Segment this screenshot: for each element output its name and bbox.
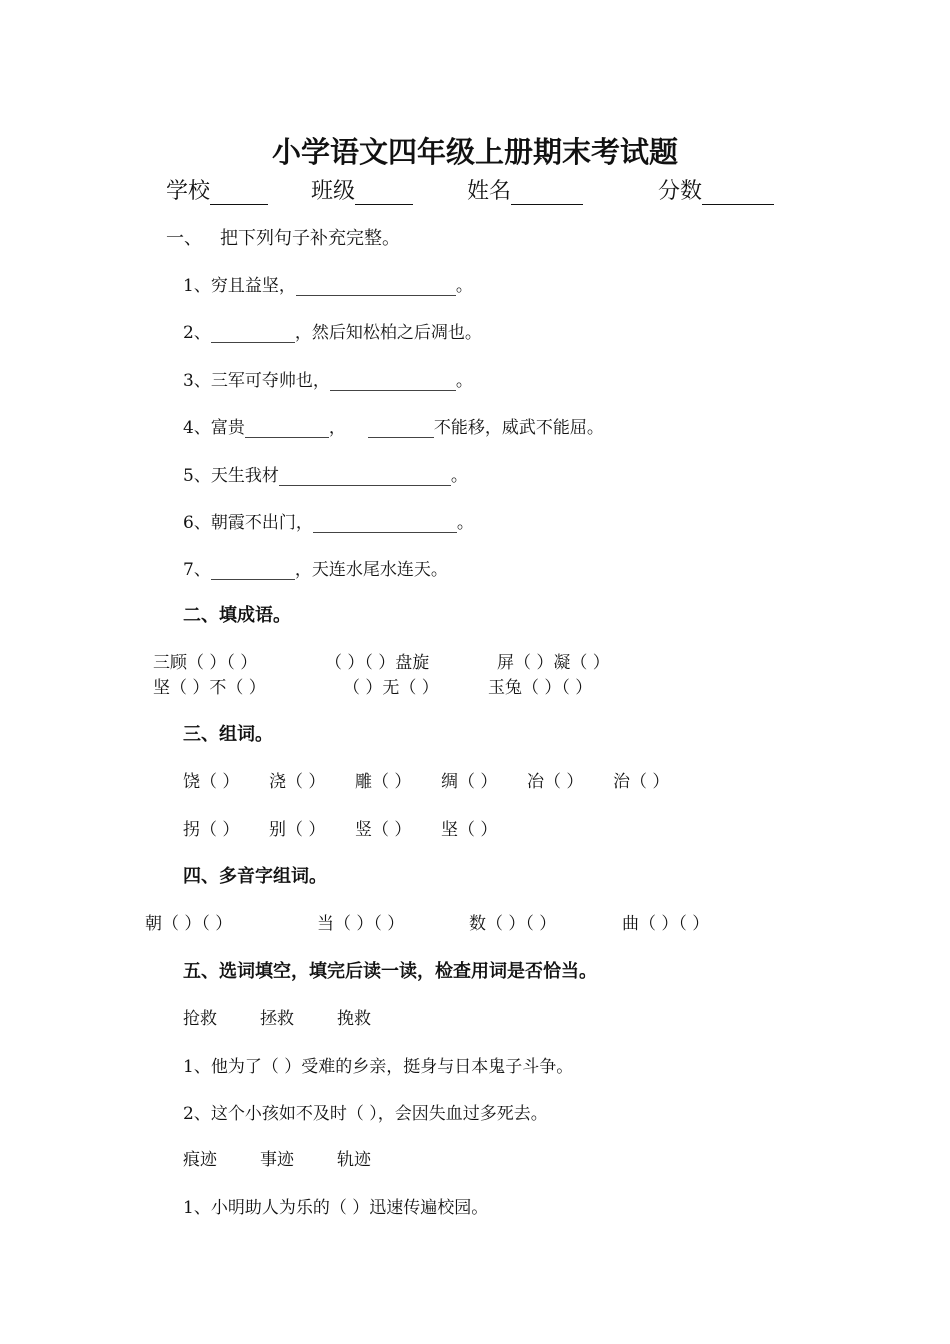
section-1-number: 一、 bbox=[166, 228, 202, 249]
s1-q3-end: 。 bbox=[455, 371, 473, 391]
s3-word-9: 竖（ ） bbox=[355, 820, 412, 840]
s1-question-1 bbox=[183, 271, 473, 296]
section-1-text: 把下列句子补充完整。 bbox=[220, 228, 400, 249]
s1-q4-blank-1[interactable] bbox=[245, 419, 329, 438]
s3-word-8: 别（ ） bbox=[269, 820, 326, 840]
s1-q4-comma: ， bbox=[328, 418, 346, 438]
s5-group-2-question-1: 1、小明助人为乐的（ ）迅速传遍校园。 bbox=[183, 1198, 489, 1218]
s1-question-2 bbox=[183, 318, 482, 343]
s1-q5-end: 。 bbox=[450, 466, 468, 486]
s1-q6-blank[interactable] bbox=[313, 514, 457, 533]
class-blank[interactable] bbox=[355, 180, 413, 205]
s4-word-4: 曲（ ）（ ） bbox=[622, 914, 710, 934]
s4-row bbox=[145, 909, 772, 934]
s3-word-1: 饶（ ） bbox=[183, 772, 240, 792]
section-4-heading: 四、多音字组词。 bbox=[183, 866, 327, 887]
s3-word-4: 绸（ ） bbox=[441, 772, 498, 792]
s1-q2-num: 2、 bbox=[183, 323, 211, 343]
s5-word-5: 事迹 bbox=[260, 1150, 294, 1170]
s1-question-4 bbox=[183, 413, 604, 438]
section-5-heading: 五、选词填空，填完后读一读，检查用词是否恰当。 bbox=[183, 961, 597, 982]
section-2-heading: 二、填成语。 bbox=[183, 605, 291, 626]
s2-item-r1-3: 屏（ ）凝（ ） bbox=[497, 653, 610, 673]
s1-q3-text: 3、三军可夺帅也， bbox=[183, 371, 330, 391]
s1-question-3 bbox=[183, 366, 473, 391]
s1-q5-text: 5、天生我材 bbox=[183, 466, 279, 486]
s2-item-r1-1: 三顾（ ）（ ） bbox=[153, 653, 258, 673]
s4-word-3: 数（ ）（ ） bbox=[469, 914, 557, 934]
s5-group-1-words bbox=[183, 1004, 414, 1029]
s1-q3-blank[interactable] bbox=[330, 372, 456, 391]
s3-word-5: 冶（ ） bbox=[527, 772, 584, 792]
s5-group-2-words bbox=[183, 1145, 414, 1170]
s1-question-6 bbox=[183, 508, 474, 533]
s5-word-3: 挽救 bbox=[337, 1009, 371, 1029]
school-blank[interactable] bbox=[210, 180, 268, 205]
s1-q1-blank[interactable] bbox=[296, 277, 456, 296]
school-field bbox=[166, 174, 268, 205]
s3-word-2: 浇（ ） bbox=[269, 772, 326, 792]
s1-q7-num: 7、 bbox=[183, 560, 211, 580]
class-label: 班级 bbox=[311, 179, 356, 204]
s2-item-r1-2: （ ）（ ）盘旋 bbox=[325, 653, 430, 673]
s5-word-6: 轨迹 bbox=[337, 1150, 371, 1170]
score-field bbox=[658, 174, 774, 205]
s2-item-r2-3: 玉兔（ ）（ ） bbox=[488, 678, 593, 698]
s5-group-1-question-1: 1、他为了（ ）受难的乡亲，挺身与日本鬼子斗争。 bbox=[183, 1057, 574, 1077]
section-1-heading bbox=[166, 224, 400, 250]
s1-q4-blank-2[interactable] bbox=[368, 419, 434, 438]
s1-q6-end: 。 bbox=[456, 513, 474, 533]
class-field bbox=[311, 174, 413, 205]
s2-item-r2-1: 坚（ ）不（ ） bbox=[153, 678, 266, 698]
s1-q4-text: 4、富贵 bbox=[183, 418, 245, 438]
s1-q1-text: 1、穷且益坚， bbox=[183, 276, 296, 296]
s5-word-1: 抢救 bbox=[183, 1009, 217, 1029]
name-blank[interactable] bbox=[511, 180, 583, 205]
score-blank[interactable] bbox=[702, 180, 774, 205]
s3-word-10: 坚（ ） bbox=[441, 820, 498, 840]
s1-question-7 bbox=[183, 555, 448, 580]
score-label: 分数 bbox=[658, 179, 703, 204]
name-label: 姓名 bbox=[467, 179, 512, 204]
s3-word-3: 雕（ ） bbox=[355, 772, 412, 792]
s5-word-2: 拯救 bbox=[260, 1009, 294, 1029]
s1-q2-text: ，然后知松柏之后凋也。 bbox=[294, 323, 482, 343]
s4-word-2: 当（ ）（ ） bbox=[317, 914, 405, 934]
school-label: 学校 bbox=[166, 179, 211, 204]
s1-q4-end: 不能移，威武不能屈。 bbox=[433, 418, 604, 438]
s2-item-r2-2: （ ）无（ ） bbox=[343, 678, 439, 698]
s4-word-1: 朝（ ）（ ） bbox=[145, 914, 233, 934]
name-field bbox=[467, 174, 583, 205]
s1-q2-blank[interactable] bbox=[211, 324, 295, 343]
s5-word-4: 痕迹 bbox=[183, 1150, 217, 1170]
s1-q1-end: 。 bbox=[455, 276, 473, 296]
page-title: 小学语文四年级上册期末考试题 bbox=[271, 135, 678, 169]
s3-row-1 bbox=[183, 767, 699, 792]
s1-q7-text: ，天连水尾水连天。 bbox=[294, 560, 448, 580]
s1-question-5 bbox=[183, 461, 468, 486]
s1-q7-blank[interactable] bbox=[211, 561, 295, 580]
s1-q5-blank[interactable] bbox=[279, 467, 451, 486]
s5-group-1-question-2: 2、这个小孩如不及时（ ），会因失血过多死去。 bbox=[183, 1104, 548, 1124]
s1-q6-text: 6、朝霞不出门， bbox=[183, 513, 313, 533]
s3-word-6: 治（ ） bbox=[613, 772, 670, 792]
section-3-heading: 三、组词。 bbox=[183, 724, 273, 745]
s3-row-2 bbox=[183, 815, 527, 840]
s3-word-7: 拐（ ） bbox=[183, 820, 240, 840]
